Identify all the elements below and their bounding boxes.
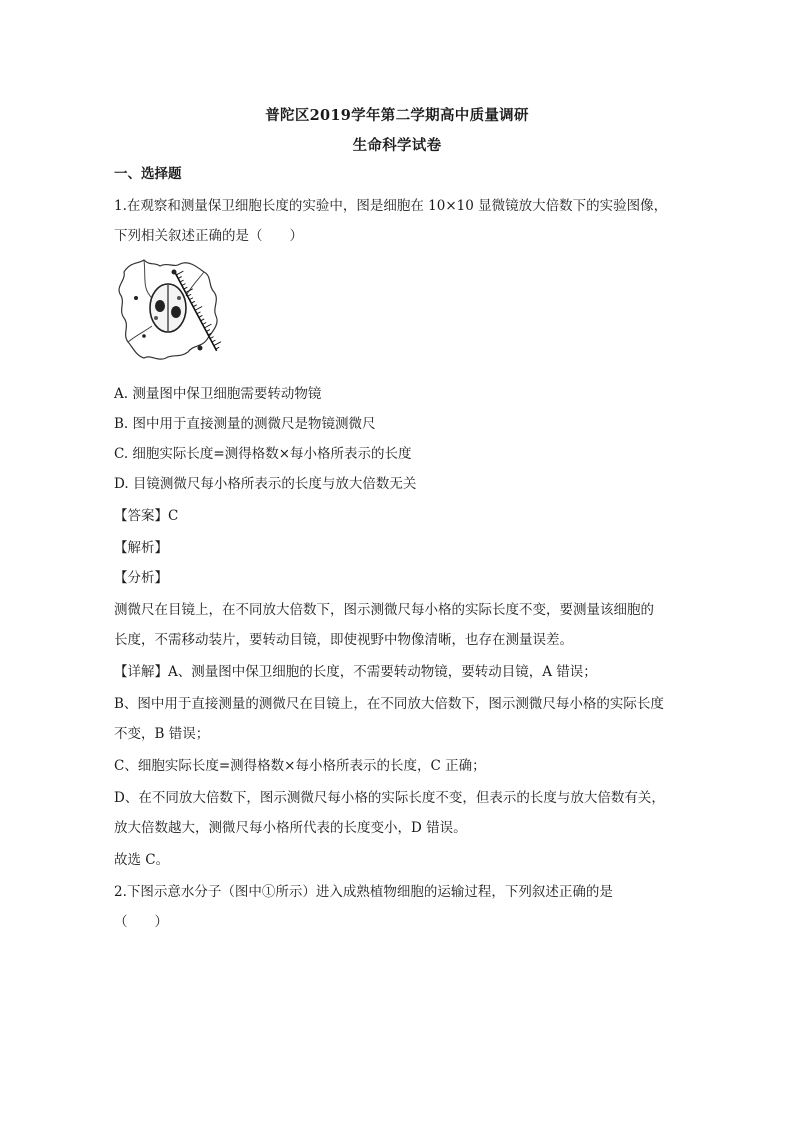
q1-detail-line1: 【详解】A、测量图中保卫细胞的长度，不需要转动物镜，要转动目镜，A 错误；: [114, 664, 597, 680]
q1-detail-line2: B、图中用于直接测量的测微尺在目镜上，在不同放大倍数下，图示测微尺每小格的实际长度: [114, 696, 664, 712]
q1-stem-line2: 下列相关叙述正确的是（ ）: [114, 228, 303, 244]
q1-answer: 【答案】C: [114, 508, 179, 524]
doc-title: 普陀区2019学年第二学期高中质量调研: [265, 107, 529, 124]
q1-analysis-heading: 【解析】: [114, 540, 168, 556]
q2-stem-line1: 2.下图示意水分子（图中①所示）进入成熟植物细胞的运输过程，下列叙述正确的是: [114, 884, 613, 900]
q1-option-b: B. 图中用于直接测量的测微尺是物镜测微尺: [114, 416, 376, 432]
q1-detail-line6: 放大倍数越大，测微尺每小格所代表的长度变小，D 错误。: [114, 820, 467, 836]
q1-option-a: A. 测量图中保卫细胞需要转动物镜: [114, 386, 322, 402]
doc-subtitle: 生命科学试卷: [352, 137, 442, 154]
q1-option-d: D. 目镜测微尺每小格所表示的长度与放大倍数无关: [114, 476, 417, 492]
section-heading: 一、选择题: [114, 166, 182, 182]
q1-detail-line3: 不变，B 错误；: [114, 726, 210, 742]
q1-conclusion: 故选 C。: [114, 852, 170, 868]
q1-fenxi-line2: 长度，不需移动装片，要转动目镜，即使视野中物像清晰，也存在测量误差。: [114, 632, 573, 648]
q2-stem-line2: （ ）: [114, 914, 168, 930]
guard-cell-micrometer-figure: [116, 258, 228, 366]
q1-fenxi-heading: 【分析】: [114, 570, 168, 586]
guard-cell-micrometer-diagram: [116, 258, 228, 366]
q1-detail-line4: C、细胞实际长度=测得格数×每小格所表示的长度，C 正确；: [114, 758, 486, 774]
q1-stem-line1: 1.在观察和测量保卫细胞长度的实验中，图是细胞在 10×10 显微镜放大倍数下的实验图像，: [114, 198, 668, 214]
q1-option-c: C. 细胞实际长度=测得格数×每小格所表示的长度: [114, 446, 412, 462]
q1-detail-line5: D、在不同放大倍数下，图示测微尺每小格的实际长度不变，但表示的长度与放大倍数有关，: [114, 790, 665, 806]
q1-fenxi-line1: 测微尺在目镜上，在不同放大倍数下，图示测微尺每小格的实际长度不变，要测量该细胞的: [114, 602, 654, 618]
